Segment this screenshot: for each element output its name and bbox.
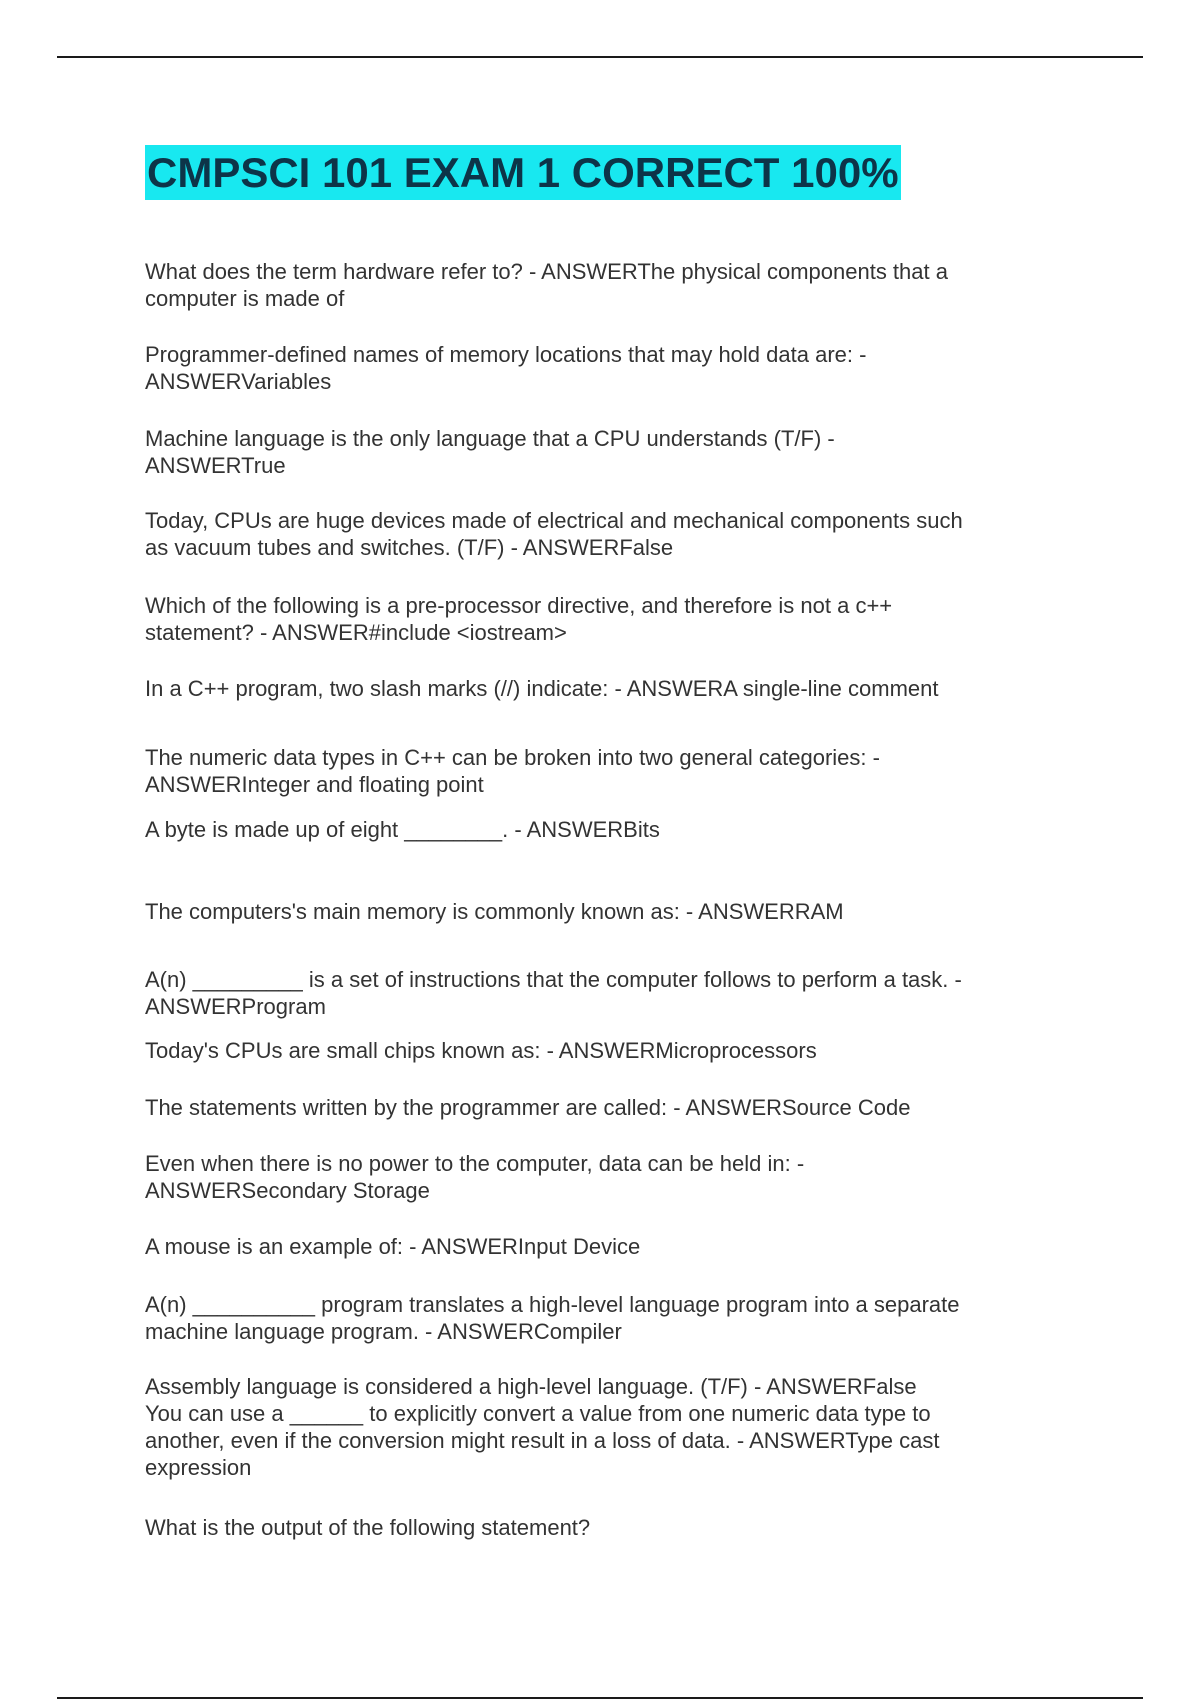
qa-line: ANSWERVariables bbox=[145, 369, 332, 394]
qa-line: What is the output of the following statement? bbox=[145, 1515, 591, 1540]
qa-line: as vacuum tubes and switches. (T/F) - ANSWERFalse bbox=[145, 535, 674, 560]
qa-item bbox=[145, 966, 1075, 1020]
qa-item bbox=[145, 1150, 1075, 1204]
qa-line: A(n) __________ program translates a high-level language program into a separate bbox=[145, 1292, 960, 1317]
qa-item bbox=[145, 592, 1075, 646]
qa-line: You can use a ______ to explicitly convert a value from one numeric data type to bbox=[145, 1401, 931, 1426]
qa-item bbox=[145, 1037, 1075, 1064]
qa-line: Which of the following is a pre-processor directive, and therefore is not a c++ bbox=[145, 593, 893, 618]
qa-line: Machine language is the only language that a CPU understands (T/F) - bbox=[145, 426, 835, 451]
bottom-rule bbox=[57, 1697, 1143, 1699]
qa-item bbox=[145, 675, 1075, 702]
qa-item bbox=[145, 1233, 1075, 1260]
qa-line: statement? - ANSWER#include <iostream> bbox=[145, 620, 567, 645]
qa-line: A byte is made up of eight ________. - ANSWERBits bbox=[145, 817, 660, 842]
qa-line: A(n) _________ is a set of instructions that the computer follows to perform a task. - bbox=[145, 967, 962, 992]
qa-line: In a C++ program, two slash marks (//) indicate: - ANSWERA single-line comment bbox=[145, 676, 939, 701]
qa-item bbox=[145, 341, 1075, 395]
qa-item bbox=[145, 1094, 1075, 1121]
qa-line: The computers's main memory is commonly known as: - ANSWERRAM bbox=[145, 899, 844, 924]
page-title: CMPSCI 101 EXAM 1 CORRECT 100% bbox=[145, 145, 901, 200]
qa-line: machine language program. - ANSWERCompiler bbox=[145, 1319, 622, 1344]
qa-line: The statements written by the programmer are called: - ANSWERSource Code bbox=[145, 1095, 911, 1120]
qa-item bbox=[145, 744, 1075, 798]
qa-line: expression bbox=[145, 1455, 252, 1480]
qa-line: ANSWERSecondary Storage bbox=[145, 1178, 430, 1203]
qa-line: Assembly language is considered a high-level language. (T/F) - ANSWERFalse bbox=[145, 1374, 917, 1399]
qa-item bbox=[145, 898, 1075, 925]
qa-line: ANSWERInteger and floating point bbox=[145, 772, 484, 797]
qa-line: Programmer-defined names of memory locations that may hold data are: - bbox=[145, 342, 867, 367]
qa-line: another, even if the conversion might result in a loss of data. - ANSWERType cast bbox=[145, 1428, 940, 1453]
qa-item bbox=[145, 1291, 1075, 1345]
qa-line: computer is made of bbox=[145, 286, 345, 311]
qa-line: Today, CPUs are huge devices made of electrical and mechanical components such bbox=[145, 508, 963, 533]
qa-item bbox=[145, 1514, 1075, 1541]
qa-item bbox=[145, 258, 1075, 312]
qa-line: ANSWERProgram bbox=[145, 994, 326, 1019]
qa-line: ANSWERTrue bbox=[145, 453, 286, 478]
qa-item bbox=[145, 816, 1075, 843]
qa-line: Even when there is no power to the computer, data can be held in: - bbox=[145, 1151, 805, 1176]
qa-item bbox=[145, 507, 1075, 561]
qa-line: Today's CPUs are small chips known as: - ANSWERMicroprocessors bbox=[145, 1038, 817, 1063]
qa-line: The numeric data types in C++ can be broken into two general categories: - bbox=[145, 745, 880, 770]
top-rule bbox=[57, 56, 1143, 58]
qa-line: A mouse is an example of: - ANSWERInput Device bbox=[145, 1234, 641, 1259]
qa-line: What does the term hardware refer to? - ANSWERThe physical components that a bbox=[145, 259, 948, 284]
qa-item bbox=[145, 1373, 1075, 1481]
qa-item bbox=[145, 425, 1075, 479]
